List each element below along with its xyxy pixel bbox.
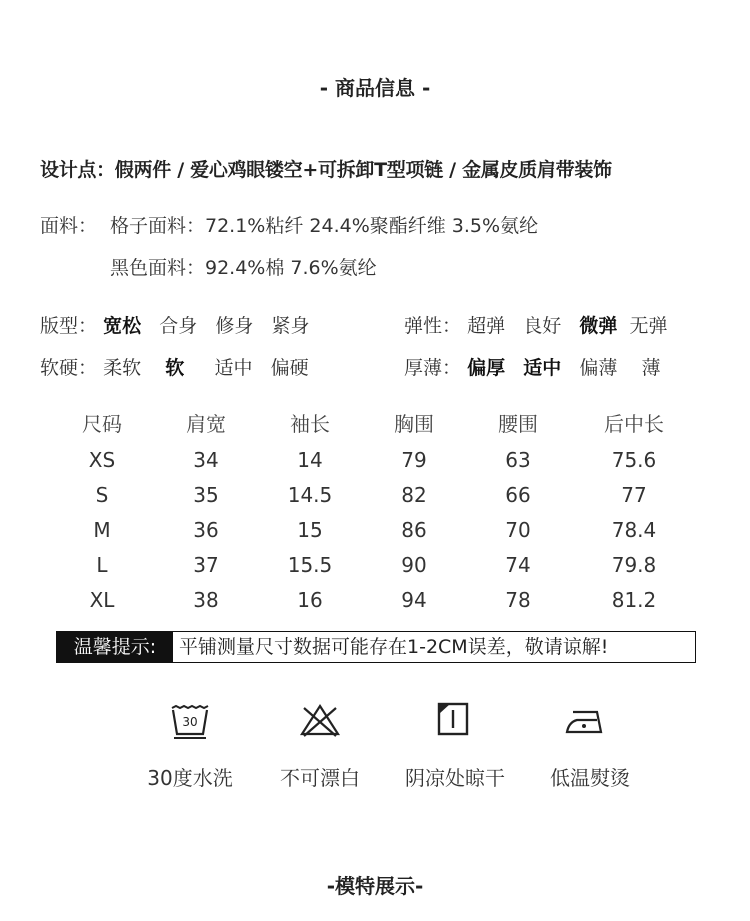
- fabric-line-2: 黑色面料：92.4%棉 7.6%氨纶: [110, 257, 377, 279]
- fit-option-regular: 合身: [159, 315, 198, 337]
- table-cell: 15.5: [287, 552, 333, 577]
- size-table-header: [50, 402, 698, 442]
- care-label-shade-dry: 阴凉处晾干: [405, 766, 505, 790]
- table-cell: 66: [505, 482, 531, 507]
- table-cell: 36: [193, 517, 219, 542]
- table-row: [50, 477, 698, 512]
- elasticity-option-good: 良好: [523, 315, 562, 337]
- care-label-wash: 30度水洗: [147, 766, 233, 790]
- table-cell: 14.5: [287, 482, 333, 507]
- softness-label: 软硬：: [40, 357, 98, 379]
- table-cell: 90: [401, 552, 427, 577]
- elasticity-row: [404, 311, 667, 338]
- section-title-model-display: -模特展示-: [326, 874, 424, 898]
- table-cell: M: [93, 517, 111, 542]
- table-row: [50, 512, 698, 547]
- table-cell: 16: [297, 587, 323, 612]
- design-points: 设计点：假两件 / 爱心鸡眼镂空+可拆卸T型项链 / 金属皮质肩带装饰: [40, 159, 612, 181]
- table-cell: 35: [193, 482, 219, 507]
- no-bleach-icon: [298, 700, 342, 740]
- header-bust: 胸围: [394, 411, 434, 436]
- tip-text: 平铺测量尺寸数据可能存在1-2CM误差，敬请谅解!: [179, 636, 609, 658]
- table-cell: 81.2: [611, 587, 657, 612]
- table-cell: 14: [297, 447, 323, 472]
- thickness-option-thinner: 偏薄: [579, 357, 618, 379]
- table-cell: 37: [193, 552, 219, 577]
- fabric-line-1: 格子面料：72.1%粘纤 24.4%聚酯纤维 3.5%氨纶: [110, 215, 539, 237]
- table-cell: 38: [193, 587, 219, 612]
- table-cell: L: [96, 552, 108, 577]
- thickness-option-thin: 薄: [641, 357, 661, 379]
- header-shoulder: 肩宽: [186, 411, 226, 436]
- wash-temperature: 30: [182, 715, 198, 729]
- thickness-option-medium: 适中: [523, 357, 562, 379]
- table-cell: S: [95, 482, 109, 507]
- header-size: 尺码: [82, 411, 122, 436]
- table-row: [50, 547, 698, 582]
- fit-row: [40, 311, 310, 338]
- table-cell: 78.4: [611, 517, 657, 542]
- table-cell: 34: [193, 447, 219, 472]
- fit-option-slim: 修身: [215, 315, 254, 337]
- elasticity-label: 弹性：: [404, 315, 462, 337]
- section-title-product-info: - 商品信息 -: [319, 76, 431, 100]
- thickness-label: 厚薄：: [404, 357, 462, 379]
- fit-option-tight: 紧身: [271, 315, 310, 337]
- thickness-row: [404, 353, 661, 380]
- softness-option-medium: 适中: [214, 357, 253, 379]
- table-cell: 79: [401, 447, 427, 472]
- elasticity-option-none: 无弹: [629, 315, 668, 337]
- softness-option-soft: 柔软: [103, 357, 142, 379]
- care-label-low-iron: 低温熨烫: [550, 766, 630, 790]
- table-cell: 70: [505, 517, 531, 542]
- shade-dry-icon: [433, 700, 477, 740]
- table-cell: 82: [401, 482, 427, 507]
- fit-option-loose: 宽松: [103, 315, 142, 337]
- table-row: [50, 442, 698, 477]
- elasticity-option-super: 超弹: [467, 315, 506, 337]
- table-cell: 78: [505, 587, 531, 612]
- softness-row: [40, 353, 309, 380]
- elasticity-option-slight: 微弹: [579, 315, 618, 337]
- care-label-no-bleach: 不可漂白: [280, 766, 360, 790]
- size-table: [50, 402, 698, 617]
- table-row: [50, 582, 698, 617]
- softness-option-soft-selected: 软: [165, 357, 185, 379]
- table-cell: 86: [401, 517, 427, 542]
- table-cell: 15: [297, 517, 323, 542]
- fit-label: 版型：: [40, 315, 98, 337]
- low-iron-icon: [563, 700, 607, 740]
- table-cell: XL: [89, 587, 115, 612]
- header-waist: 腰围: [498, 411, 538, 436]
- table-cell: 63: [505, 447, 531, 472]
- header-length: 后中长: [604, 411, 664, 436]
- thickness-option-thick: 偏厚: [467, 357, 506, 379]
- tip-label: 温馨提示:: [57, 632, 173, 662]
- table-cell: 94: [401, 587, 427, 612]
- table-cell: 75.6: [611, 447, 657, 472]
- header-sleeve: 袖长: [290, 411, 330, 436]
- table-cell: XS: [88, 447, 116, 472]
- wash-30-icon: [168, 700, 212, 740]
- table-cell: 74: [505, 552, 531, 577]
- tip-box: [56, 631, 696, 663]
- table-cell: 79.8: [611, 552, 657, 577]
- table-cell: 77: [621, 482, 647, 507]
- fabric-label: 面料：: [40, 215, 98, 237]
- softness-option-hard: 偏硬: [270, 357, 309, 379]
